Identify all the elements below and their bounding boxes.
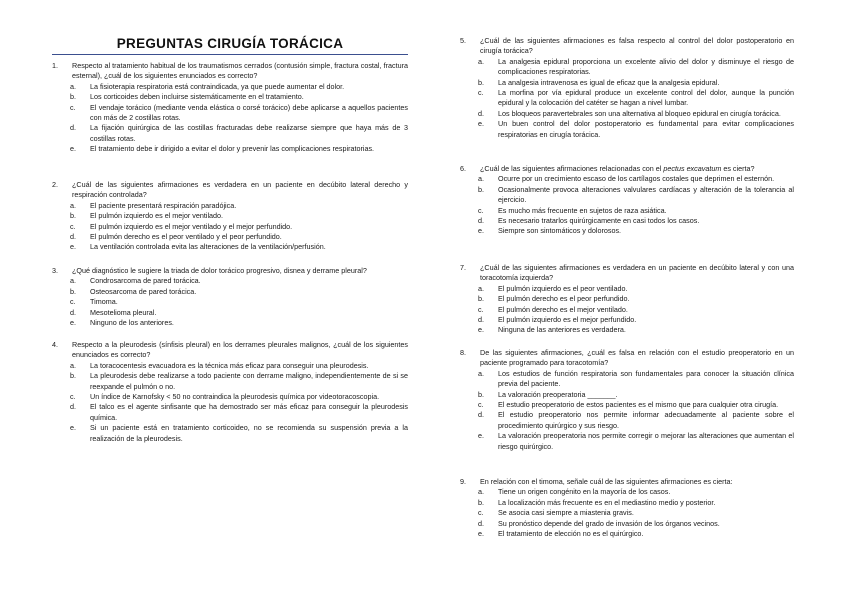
option-a: a. La analgesia epidural proporciona un excelente alivio del dolor y disminuye el riesgo de complicaciones respiratorias. [478, 56, 794, 77]
option-e: e. El tratamiento de elección no es el quirúrgico. [478, 529, 644, 539]
question-number: 6. [460, 164, 466, 173]
question-8 [460, 348, 794, 452]
option-c: c. La morfina por vía epidural produce un excelente control del dolor, aunque la punción epidural y la colocación del catéter se hagan a nivel lumbar. [478, 88, 794, 108]
title-divider [52, 54, 408, 55]
option-e: e. El tratamiento debe ir dirigido a evitar el dolor y prevenir las complicaciones respiratorias. [70, 144, 375, 154]
option-d: d. El estudio preoperatorio nos permite informar adecuadamente al paciente sobre el procedimiento quirúrgico y sus riesgo. [478, 410, 794, 430]
question-text: De las siguientes afirmaciones, ¿cuál es falsa en relación con el estudio preoperatorio en un paciente programado para toracotomía? [480, 348, 794, 368]
question-1 [52, 61, 408, 155]
option-e: e. Ninguna de las anteriores es verdadera. [478, 325, 626, 335]
option-c: c. El estudio preoperatorio de estos pacientes es el mismo que para cualquier otra cirugía. [478, 400, 779, 410]
option-e: e. Si un paciente está en tratamiento corticoideo, no se recomienda su suspensión previa a la realización de la pleurodesis. [70, 423, 408, 443]
question-number: 8. [460, 348, 466, 357]
question-number: 7. [460, 263, 466, 272]
option-b: b. El pulmón izquierdo es el mejor ventilado. [70, 211, 224, 221]
question-text: Respecto al tratamiento habitual de los traumatismos cerrados (contusión simple, fractura costal, fractura esternal), ¿cuál de los siguientes enunciados es correcto? [72, 61, 408, 81]
question-number: 5. [460, 36, 466, 45]
option-c: c. Timoma. [70, 297, 118, 307]
option-a: a. Los estudios de función respiratoria son fundamentales para conocer la situación clínica previa del paciente. [478, 368, 794, 389]
pectus-term: pectus excavatum [663, 164, 722, 173]
option-a: a. El paciente presentará respiración paradójica. [70, 200, 237, 210]
option-d: d. El pulmón derecho es el peor ventilado y el peor perfundido. [70, 232, 282, 242]
option-d: d. El pulmón izquierdo es el mejor perfundido. [478, 315, 637, 325]
option-e: e. La valoración preoperatoria nos permite corregir o mejorar las alteraciones que aumentan el riesgo quirúrgico. [478, 431, 794, 451]
question-text: ¿Cuál de las siguientes afirmaciones es falsa respecto al control del dolor postoperatorio en cirugía torácica? [480, 36, 794, 56]
page-title: PREGUNTAS CIRUGÍA TORÁCICA [116, 36, 344, 51]
option-c: c. El pulmón izquierdo es el mejor ventilado y el mejor perfundido. [70, 221, 293, 231]
option-c: c. El pulmón derecho es el mejor ventilado. [478, 304, 628, 314]
question-number: 9. [460, 477, 466, 486]
option-d: d. La fijación quirúrgica de las costillas fracturadas debe realizarse siempre que haya más de 3 costillas rotas. [70, 123, 408, 143]
option-c: c. Se asocia casi siempre a miastenia gravis. [478, 508, 634, 518]
question-number: 4. [52, 340, 58, 349]
question-text: En relación con el timoma, señale cuál de las siguientes afirmaciones es cierta: [480, 477, 733, 486]
option-b: b. La analgesia intravenosa es igual de eficaz que la analgesia epidural. [478, 77, 720, 87]
question-text: ¿Cuál de las siguientes afirmaciones es verdadera en un paciente en decúbito lateral derecho y respiración controlada? [72, 180, 408, 200]
question-5 [460, 36, 794, 140]
question-6 [460, 164, 794, 237]
question-text: Respecto a la pleurodesis (sínfisis pleural) en los derrames pleurales malignos, ¿cuál de los siguientes enunciados es correcto? [72, 340, 408, 360]
option-b: b. Los corticoides deben incluirse sistemáticamente en el tratamiento. [70, 92, 304, 102]
option-b: b. Osteosarcoma de pared torácica. [70, 286, 197, 296]
option-a: a. El pulmón izquierdo es el peor ventilado. [478, 283, 628, 293]
option-d: d. Su pronóstico depende del grado de invasión de los órganos vecinos. [478, 518, 720, 528]
option-c: c. Es mucho más frecuente en sujetos de raza asiática. [478, 205, 667, 215]
option-a: a. Condrosarcoma de pared torácica. [70, 276, 201, 286]
option-a: a. La toracocentesis evacuadora es la técnica más eficaz para conseguir una pleurodesis. [70, 360, 369, 370]
option-d: d. Los bloqueos paravertebrales son una alternativa al bloqueo epidural en cirugía torácica. [478, 108, 781, 118]
option-d: d. Es necesario tratarlos quirúrgicamente en casi todos los casos. [478, 216, 700, 226]
option-b: b. La valoración preoperatoria _______. [478, 389, 618, 399]
question-3 [52, 266, 408, 328]
option-b: b. El pulmón derecho es el peor perfundido. [478, 294, 630, 304]
question-text: ¿Cuál de las siguientes afirmaciones es verdadera en un paciente en decúbito lateral y con una toracotomía izquierda? [480, 263, 794, 283]
option-a: a. Tiene un origen congénito en la mayoría de los casos. [478, 487, 671, 497]
option-c: c. Un índice de Karnofsky < 50 no contraindica la pleurodesis química por videotoracoscopia. [70, 392, 380, 402]
option-e: e. La ventilación controlada evita las alteraciones de la ventilación/perfusión. [70, 242, 326, 252]
option-a: a. Ocurre por un crecimiento escaso de los cartílagos costales que deprimen el esternón. [478, 174, 775, 184]
question-4 [52, 340, 408, 444]
question-9 [460, 477, 794, 539]
question-number: 1. [52, 61, 58, 70]
option-b: b. Ocasionalmente provoca alteraciones valvulares cardíacas y alteración de la tolerancia al ejercicio. [478, 184, 794, 205]
option-e: e. Siempre son sintomáticos y dolorosos. [478, 226, 622, 236]
option-d: d. El talco es el agente sinfisante que ha demostrado ser más eficaz para conseguir la pleurodesis química. [70, 402, 408, 422]
option-b: b. La localización más frecuente es en el mediastino medio y posterior. [478, 497, 716, 507]
option-d: d. Mesotelioma pleural. [70, 307, 157, 317]
question-text: ¿Qué diagnóstico le sugiere la triada de dolor torácico progresivo, disnea y derrame pleural? [72, 266, 367, 275]
option-a: a. La fisioterapia respiratoria está contraindicada, ya que puede aumentar el dolor. [70, 81, 345, 91]
question-text: ¿Cuál de las siguientes afirmaciones relacionadas con el pectus excavatum es cierta? [480, 164, 755, 173]
option-b: b. La pleurodesis debe realizarse a todo paciente con derrame maligno, independientemente de si se reexpande el pulmón o no. [70, 371, 408, 391]
question-number: 2. [52, 180, 58, 189]
question-number: 3. [52, 266, 58, 275]
question-2 [52, 180, 408, 253]
option-e: e. Un buen control del dolor postoperatorio es fundamental para evitar complicaciones respiratorias en cirugía torácica. [478, 119, 794, 139]
option-e: e. Ninguno de los anteriores. [70, 318, 174, 328]
question-7 [460, 263, 794, 336]
option-c: c. El vendaje torácico (mediante venda elástica o corsé torácico) debe aplicarse a aquellos pacientes con más de 2 costillas rotas. [70, 102, 408, 123]
